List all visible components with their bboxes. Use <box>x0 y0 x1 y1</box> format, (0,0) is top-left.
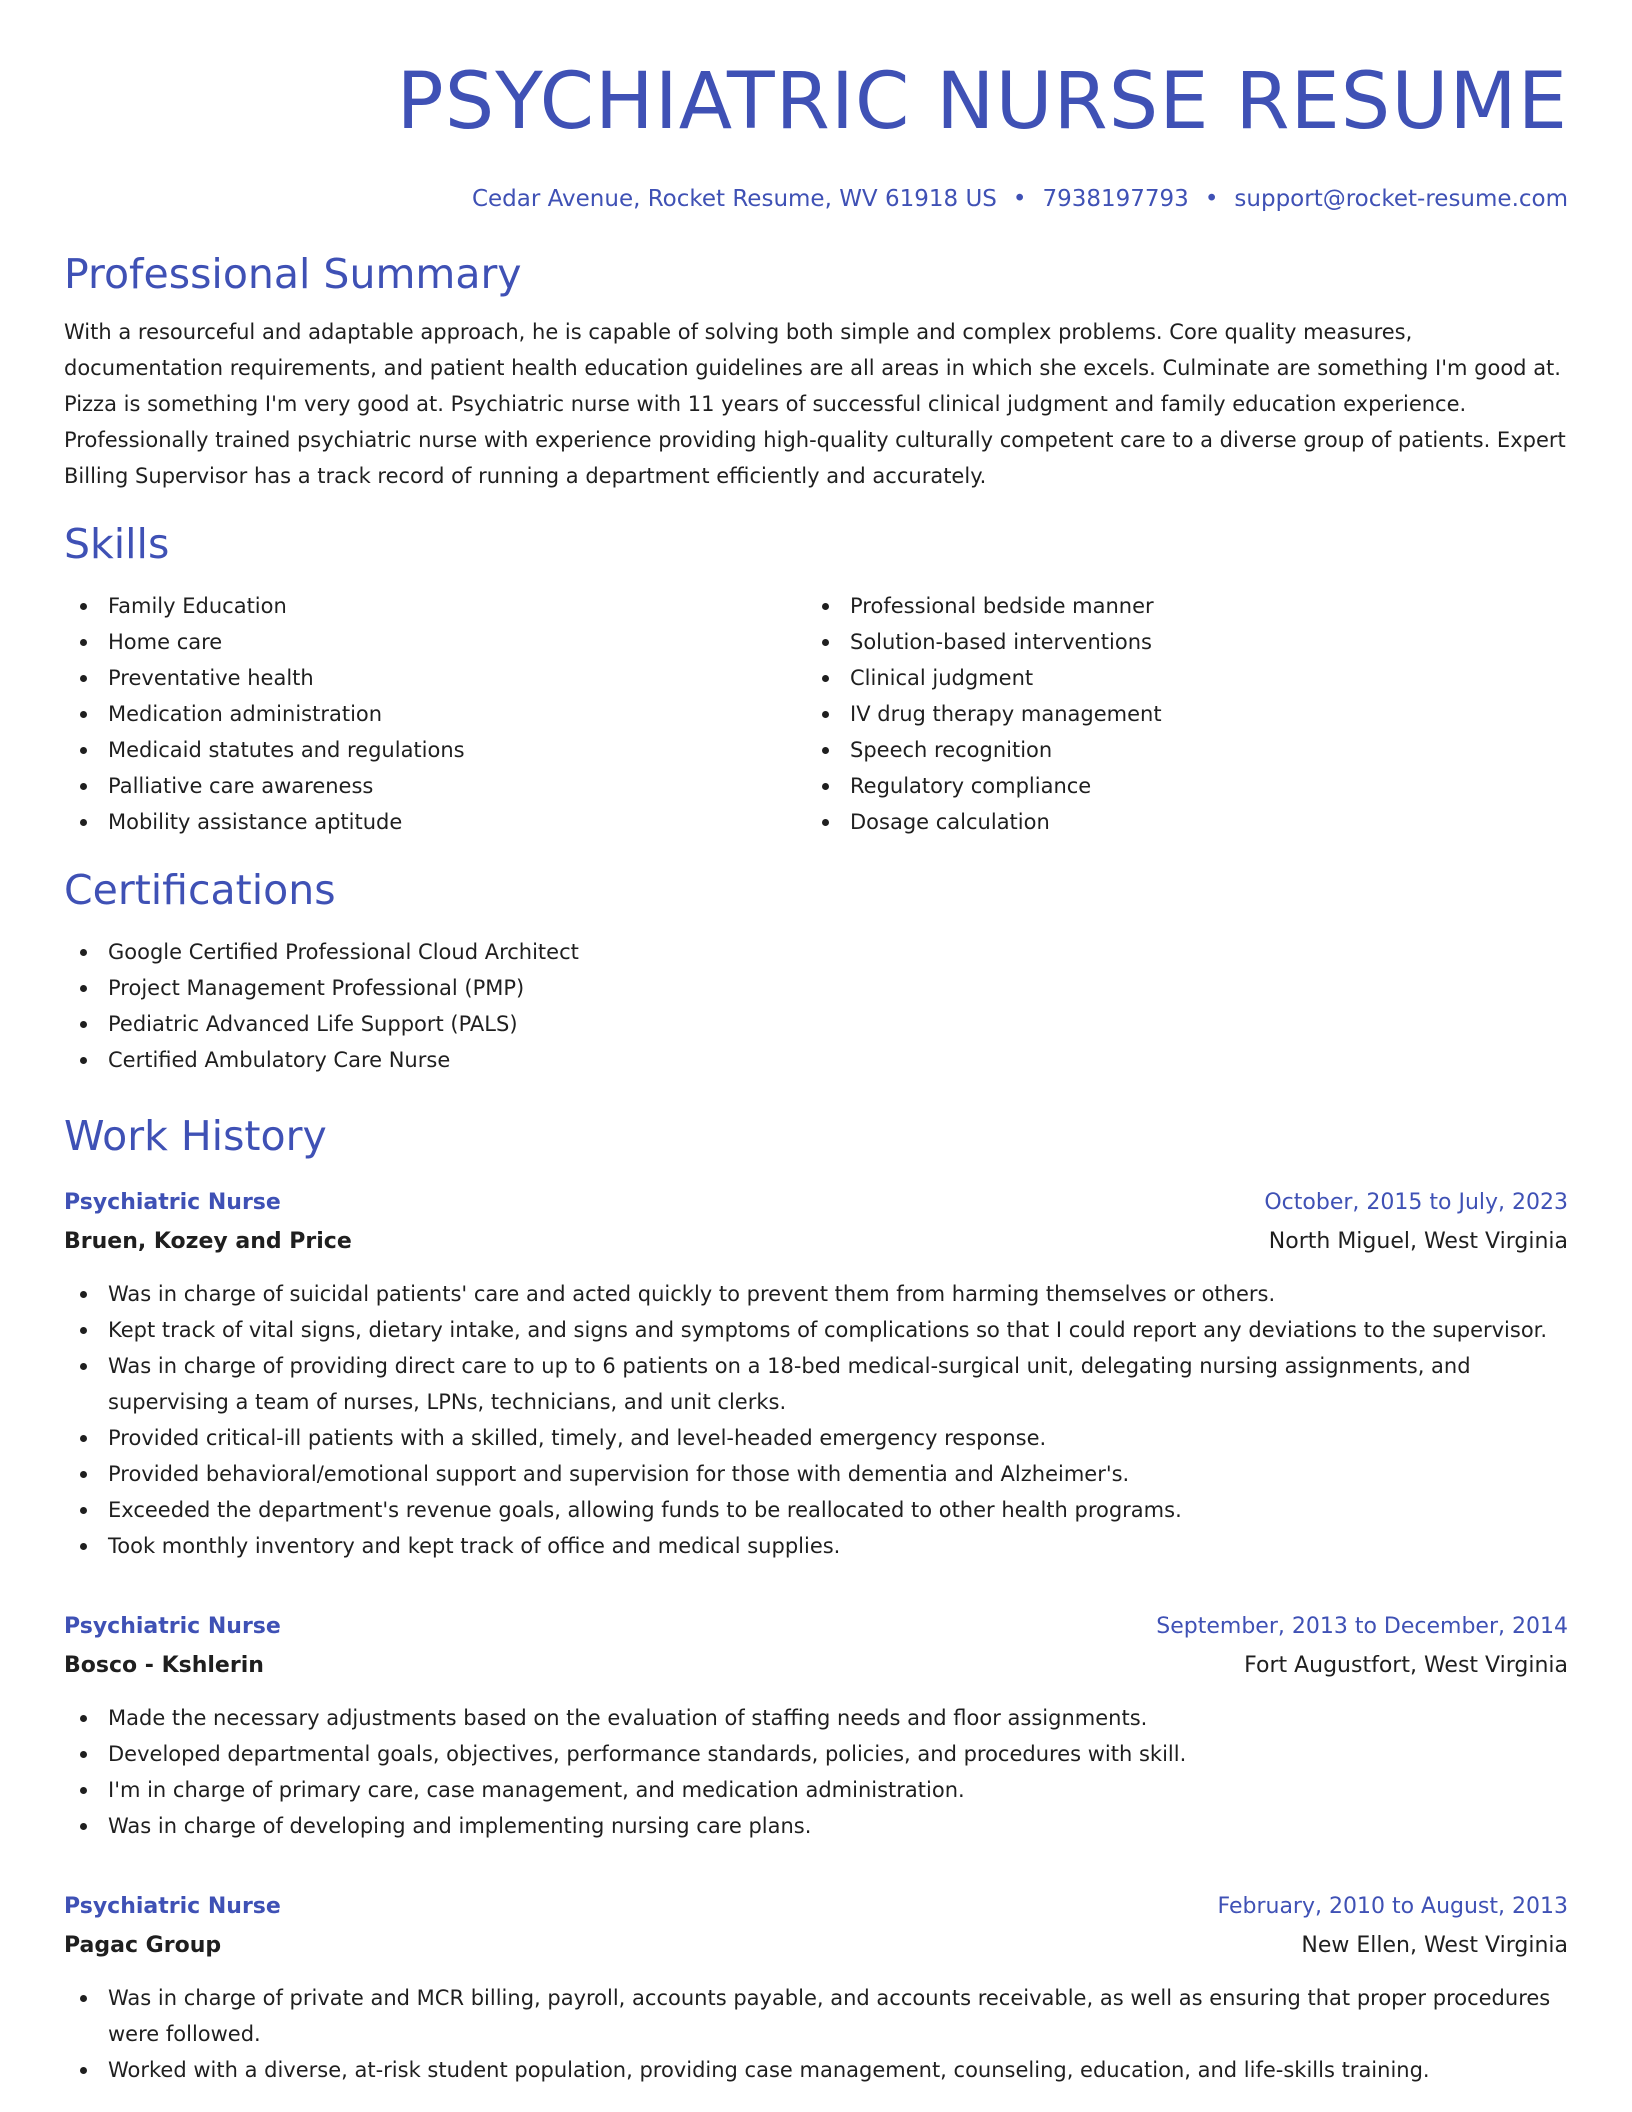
skill-item: Medication administration <box>64 696 806 732</box>
job-bullet: Provided critical-ill patients with a skilled, timely, and level-headed emergency response. <box>64 1420 1568 1456</box>
section-title-certifications: Certifications <box>64 866 336 914</box>
skill-item: Home care <box>64 624 806 660</box>
skill-item: Palliative care awareness <box>64 768 806 804</box>
section-title-work-history: Work History <box>64 1112 327 1160</box>
skill-item: Medicaid statutes and regulations <box>64 732 806 768</box>
job-bullet: Provided behavioral/emotional support and supervision for those with dementia and Alzheimer's. <box>64 1456 1568 1492</box>
skill-item: Family Education <box>64 588 806 624</box>
job-dates: October, 2015 to July, 2023 <box>1264 1190 1568 1215</box>
certification-item: Project Management Professional (PMP) <box>64 970 1568 1006</box>
job-bullet: Was in charge of developing and implementing nursing care plans. <box>64 1808 1568 1844</box>
resume-title: PSYCHIATRIC NURSE RESUME <box>396 57 1568 147</box>
job-bullets <box>64 1700 1568 1844</box>
job-header-row <box>64 1608 1568 1646</box>
skill-item: Professional bedside manner <box>806 588 1548 624</box>
job-bullet: Made the necessary adjustments based on the evaluation of staffing needs and floor assignments. <box>64 1700 1568 1736</box>
contact-separator: • <box>1012 186 1027 212</box>
section-title-skills: Skills <box>64 520 170 568</box>
skill-item: Preventative health <box>64 660 806 696</box>
contact-line <box>64 182 1568 216</box>
job-bullet: I'm in charge of primary care, case management, and medication administration. <box>64 1772 1568 1808</box>
job-bullet: Was in charge of suicidal patients' care and acted quickly to prevent them from harming themselves or others. <box>64 1276 1568 1312</box>
job-bullet: Exceeded the department's revenue goals, allowing funds to be reallocated to other health programs. <box>64 1492 1568 1528</box>
job-dates: February, 2010 to August, 2013 <box>1217 1894 1568 1919</box>
job-role: Psychiatric Nurse <box>64 1614 281 1639</box>
job-bullet: Developed departmental goals, objectives, performance standards, policies, and procedures with skill. <box>64 1736 1568 1772</box>
skills-list-right <box>806 588 1548 840</box>
contact-email[interactable]: support@rocket-resume.com <box>1234 186 1568 212</box>
skill-item: Solution-based interventions <box>806 624 1548 660</box>
skill-item: IV drug therapy management <box>806 696 1548 732</box>
skills-list-left <box>64 588 806 840</box>
section-title-summary: Professional Summary <box>64 250 522 298</box>
job-entry <box>64 1608 1568 1844</box>
skill-item: Mobility assistance aptitude <box>64 804 806 840</box>
skills-columns <box>64 588 1568 840</box>
skill-item: Clinical judgment <box>806 660 1548 696</box>
skill-item: Dosage calculation <box>806 804 1548 840</box>
job-location: Fort Augustfort, West Virginia <box>1244 1653 1568 1678</box>
job-entry <box>64 1184 1568 1564</box>
job-company: Bruen, Kozey and Price <box>64 1229 352 1254</box>
job-company-row <box>64 1926 1568 1966</box>
job-bullets <box>64 1276 1568 1564</box>
contact-phone: 7938197793 <box>1042 186 1189 212</box>
job-role: Psychiatric Nurse <box>64 1894 281 1919</box>
job-bullet: Was in charge of private and MCR billing, payroll, accounts payable, and accounts receivable, as well as ensuring that proper procedures were followed. <box>64 1980 1568 2052</box>
contact-address: Cedar Avenue, Rocket Resume, WV 61918 US <box>471 186 997 212</box>
job-location: North Miguel, West Virginia <box>1268 1229 1568 1254</box>
job-bullet: Worked with a diverse, at-risk student population, providing case management, counseling, education, and life-skills training. <box>64 2052 1568 2088</box>
job-company-row <box>64 1646 1568 1686</box>
certification-item: Certified Ambulatory Care Nurse <box>64 1042 1568 1078</box>
certification-item: Pediatric Advanced Life Support (PALS) <box>64 1006 1568 1042</box>
skill-item: Regulatory compliance <box>806 768 1548 804</box>
certifications-list <box>64 934 1568 1078</box>
job-bullet: Took monthly inventory and kept track of office and medical supplies. <box>64 1528 1568 1564</box>
job-entry <box>64 1888 1568 2088</box>
job-location: New Ellen, West Virginia <box>1301 1933 1568 1958</box>
job-company: Bosco - Kshlerin <box>64 1653 264 1678</box>
contact-separator: • <box>1204 186 1219 212</box>
job-company-row <box>64 1222 1568 1262</box>
summary-text: With a resourceful and adaptable approach, he is capable of solving both simple and complex problems. Core quality measures, documentation requirements, and patient health education guidelines are all areas in which she excels. Culminate are something I'm good at. Pizza is something I'm very good at. Psychiatric nurse with 11 years of successful clinical judgment and family education experience. Professionally trained psychiatric nurse with experience providing high-quality culturally competent care to a diverse group of patients. Expert Billing Supervisor has a track record of running a department efficiently and accurately. <box>64 320 1566 488</box>
job-header-row <box>64 1184 1568 1222</box>
job-bullets <box>64 1980 1568 2088</box>
job-bullet: Was in charge of providing direct care to up to 6 patients on a 18-bed medical-surgical unit, delegating nursing assignments, and supervising a team of nurses, LPNs, technicians, and unit clerks. <box>64 1348 1568 1420</box>
certification-item: Google Certified Professional Cloud Architect <box>64 934 1568 970</box>
skill-item: Speech recognition <box>806 732 1548 768</box>
job-dates: September, 2013 to December, 2014 <box>1156 1614 1568 1639</box>
job-bullet: Kept track of vital signs, dietary intake, and signs and symptoms of complications so that I could report any deviations to the supervisor. <box>64 1312 1568 1348</box>
job-header-row <box>64 1888 1568 1926</box>
job-role: Psychiatric Nurse <box>64 1190 281 1215</box>
job-company: Pagac Group <box>64 1933 222 1958</box>
